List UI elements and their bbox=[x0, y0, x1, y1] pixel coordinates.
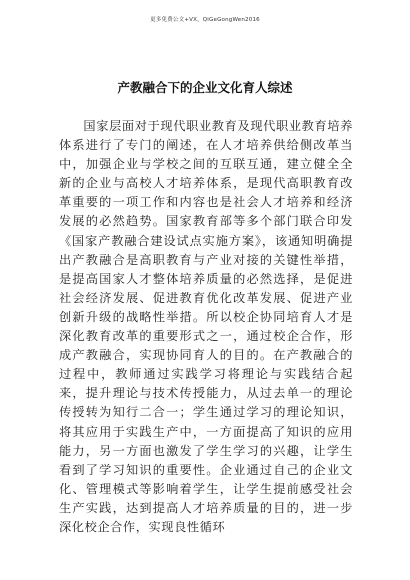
document-title: 产教融合下的企业文化育人综述 bbox=[117, 80, 293, 95]
body-paragraph: 国家层面对于现代职业教育及现代职业教育培养体系进行了专门的阐述，在人才培养供给侧改革当中，加强企业与学校之间的互联互通，建立健全全新的企业与高校人才培养体系，是现代高职教育改革重要的一项工作和内容也是社会人才培养和经济发展的必然趋势。国家教育部等多个部门联合印发《国家产教融合建设试点实施方案》，该通知明确提出产教融合是高职教育与产业对接的关键性举措，是提高国家人才整体培养质量的必然选择，是促进社会经济发展、促进教育优化改革发展、促进产业创新升级的战略性举措。所以校企协同培育人才是深化教育改革的重要形式之一，通过校企合作，形成产教融合，实现协同育人的目的。在产教融合的过程中，教师通过实践学习将理论与实践结合起来，提升理论与技术传授能力，从过去单一的理论传授转为知行二合一；学生通过学习的理论知识，将其应用于实践生产中，一方面提高了知识的应用能力，另一方面也激发了学生学习的兴趣，让学生看到了学习知识的重要性。企业通过自己的企业文化、管理模式等影响着学生，让学生提前感受社会生产实践，达到提高人才培养质量的目的，进一步深化校企合作，实现良性循环 bbox=[59, 119, 353, 534]
header-note: 更多免费公文+VX，QiGeGongWen2016 bbox=[150, 17, 260, 23]
